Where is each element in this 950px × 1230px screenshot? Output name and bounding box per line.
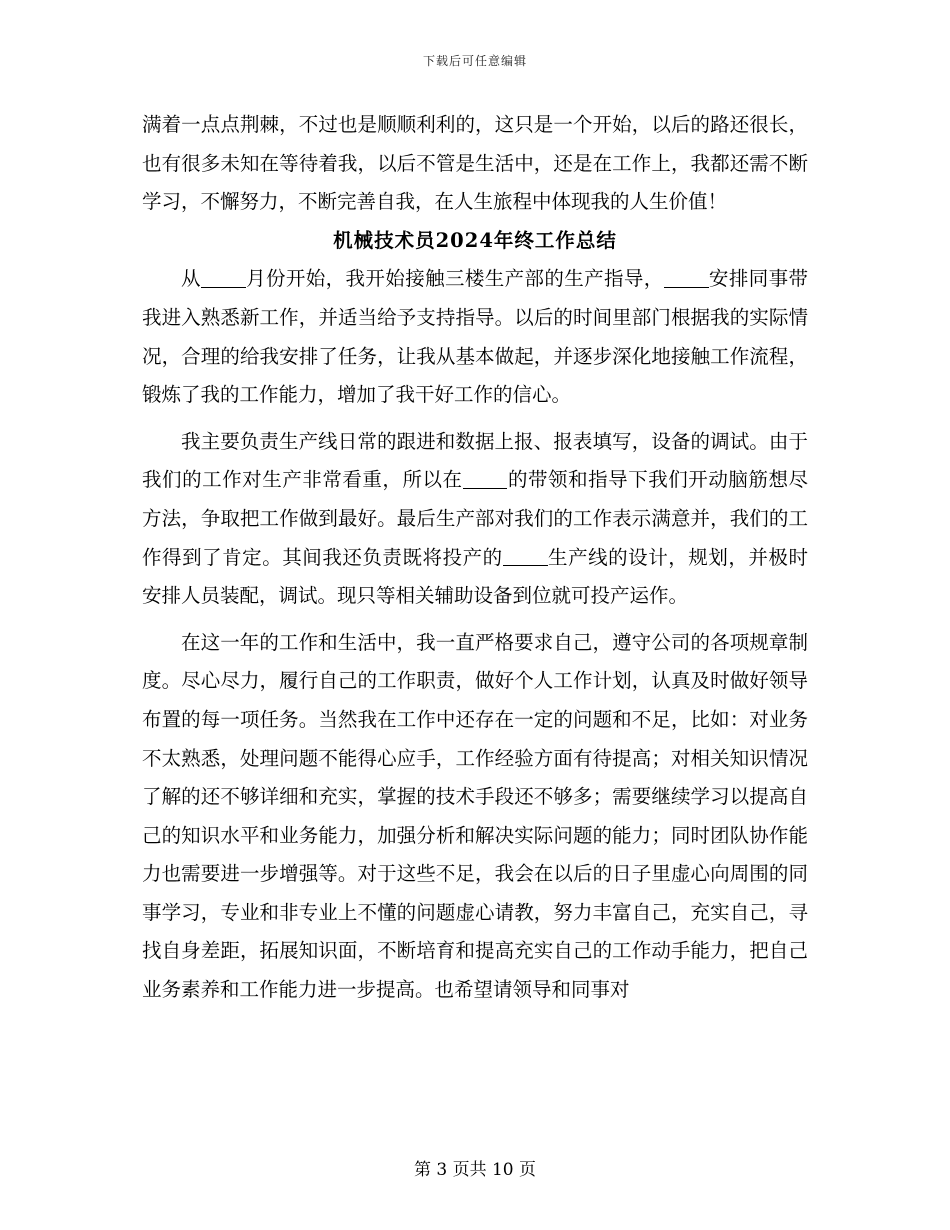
fill-blank (463, 469, 508, 490)
paragraph-2 (142, 423, 808, 616)
fill-blank (201, 268, 246, 289)
fill-blank (664, 268, 709, 289)
header-note: 下载后可任意编辑 (422, 54, 527, 68)
paragraph-1-part-b: 月份开始，我开始接触三楼生产部的生产指导， (245, 267, 664, 291)
paragraph-1-part-a: 从 (181, 267, 201, 291)
fill-blank (503, 546, 548, 567)
document-body (142, 106, 808, 1010)
paragraph-2-part-c: 生产线的设计，规划，并极时安排人员装配，调试。现只等相关辅助设备到位就可投产运作。 (142, 545, 808, 608)
paragraph-2-part-b: 的带领和指导下我们开动脑筋想尽方法，争取把工作做到最好。最后生产部对我们的工作表示满意并，我们的工作得到了肯定。其间我还负责既将投产的 (142, 468, 808, 569)
page-number: 第 3 页共 10 页 (413, 1160, 537, 1180)
paragraph-1-part-c: 安排同事带我进入熟悉新工作，并适当给予支持指导。以后的时间里部门根据我的实际情况，合理的给我安排了任务，让我从基本做起，并逐步深化地接触工作流程，锻炼了我的工作能力，增加了我干好工作的信心。 (142, 267, 808, 407)
paragraph-3: 在这一年的工作和生活中，我一直严格要求自己，遵守公司的各项规章制度。尽心尽力，履行自己的工作职责，做好个人工作计划，认真及时做好领导布置的每一项任务。当然我在工作中还存在一定的问题和不足，比如：对业务不太熟悉，处理问题不能得心应手，工作经验方面有待提高；对相关知识情况了解的还不够详细和充实，掌握的技术手段还不够多；需要继续学习以提高自己的知识水平和业务能力，加强分析和解决实际问题的能力；同时团队协作能力也需要进一步增强等。对于这些不足，我会在以后的日子里虚心向周围的同事学习，专业和非专业上不懂的问题虚心请教，努力丰富自己，充实自己，寻找自身差距，拓展知识面，不断培育和提高充实自己的工作动手能力，把自己业务素养和工作能力进一步提高。也希望请领导和同事对 (142, 630, 808, 1002)
paragraph-2-part-a: 我主要负责生产线日常的跟进和数据上报、报表填写，设备的调试。由于我们的工作对生产非常看重，所以在 (142, 429, 808, 492)
document-title: 机械技术员2024年终工作总结 (333, 228, 617, 252)
intro-paragraph: 满着一点点荆棘，不过也是顺顺利利的，这只是一个开始，以后的路还很长，也有很多未知在等待着我，以后不管是生活中，还是在工作上，我都还需不断学习，不懈努力，不断完善自我，在人生旅程中体现我的人生价值！ (142, 113, 808, 214)
paragraph-1 (142, 260, 808, 414)
